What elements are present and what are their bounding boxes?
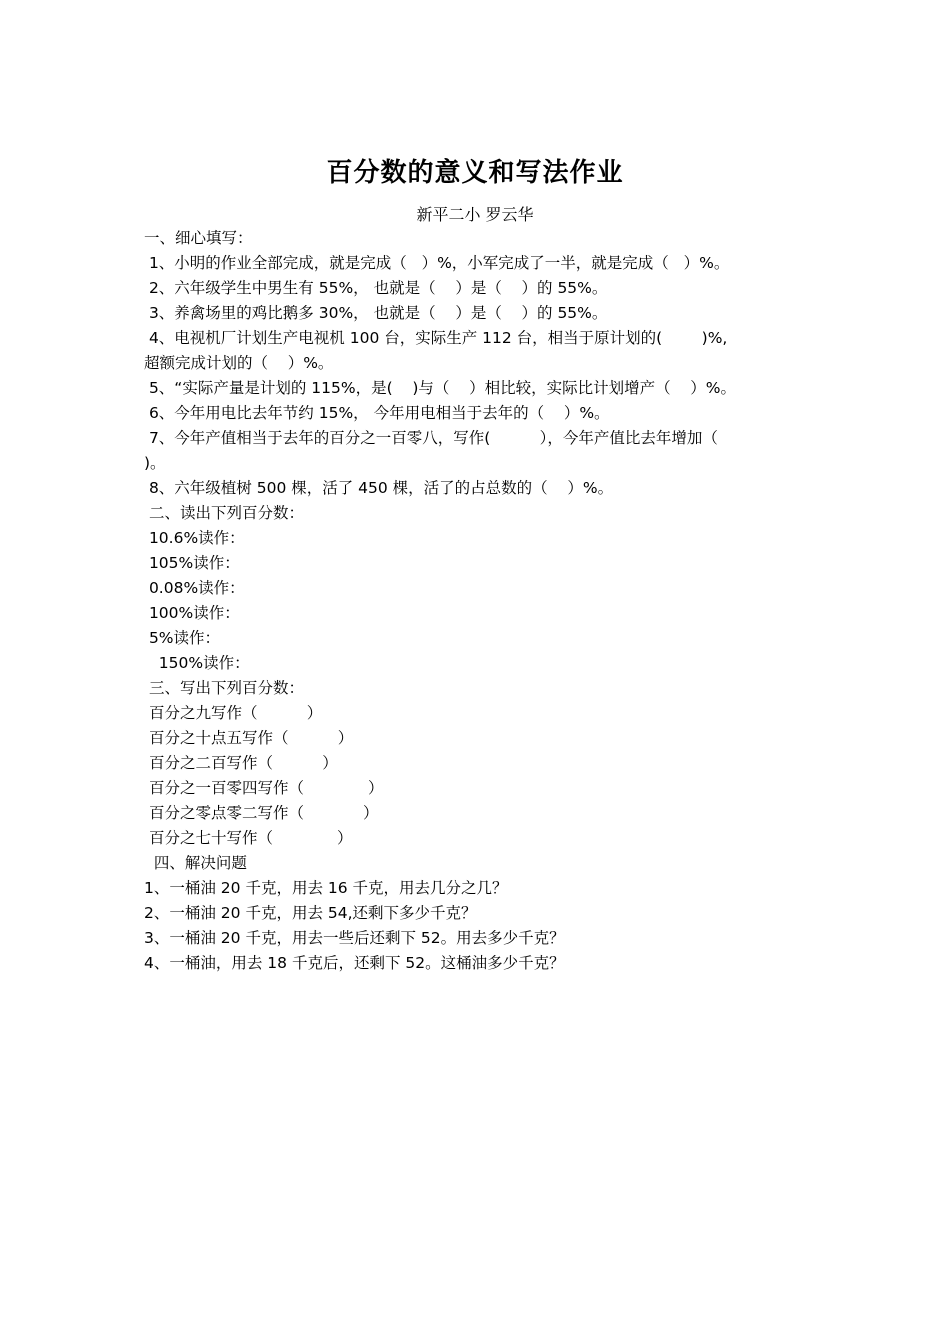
question-line: 百分之七十写作（ ） bbox=[144, 829, 353, 847]
document-title: 百分数的意义和写法作业 bbox=[326, 158, 624, 188]
question-line: 百分之十点五写作（ ） bbox=[144, 729, 354, 747]
section-heading: 三、写出下列百分数： bbox=[144, 679, 304, 697]
question-line: 1、小明的作业全部完成，就是完成（ ）%，小军完成了一半，就是完成（ ）%。 bbox=[144, 254, 730, 272]
question-line: 百分之九写作（ ） bbox=[144, 704, 323, 722]
question-line: 3、养禽场里的鸡比鹅多 30%， 也就是（ ）是（ ）的 55%。 bbox=[144, 304, 608, 322]
section-heading: 一、细心填写： bbox=[144, 229, 253, 247]
question-line: 超额完成计划的（ ）%。 bbox=[144, 354, 334, 372]
question-line: 0.08%读作： bbox=[144, 579, 245, 597]
question-line: 百分之一百零四写作（ ） bbox=[144, 779, 384, 797]
question-line: 百分之零点零二写作（ ） bbox=[144, 804, 379, 822]
question-line: 百分之二百写作（ ） bbox=[144, 754, 338, 772]
section-heading: 二、读出下列百分数： bbox=[144, 504, 304, 522]
document-author: 新平二小 罗云华 bbox=[416, 205, 534, 224]
question-line: 5、“实际产量是计划的 115%，是( )与（ ）相比较，实际比计划增产（ ）%。 bbox=[144, 379, 737, 397]
question-line: 3、一桶油 20 千克，用去一些后还剩下 52。用去多少千克？ bbox=[144, 929, 565, 947]
question-line: 2、六年级学生中男生有 55%， 也就是（ ）是（ ）的 55%。 bbox=[144, 279, 608, 297]
question-line: 7、今年产值相当于去年的百分之一百零八，写作( ），今年产值比去年增加（ bbox=[144, 429, 718, 447]
section-heading: 四、解决问题 bbox=[144, 854, 247, 872]
question-line: 105%读作： bbox=[144, 554, 240, 572]
document-body bbox=[144, 226, 812, 976]
question-line: 150%读作： bbox=[144, 654, 250, 672]
question-line: 5%读作： bbox=[144, 629, 221, 647]
question-line: 2、一桶油 20 千克，用去 54,还剩下多少千克？ bbox=[144, 904, 477, 922]
question-line: )。 bbox=[144, 454, 166, 472]
question-line: 4、电视机厂计划生产电视机 100 台，实际生产 112 台，相当于原计划的( )%, bbox=[144, 329, 728, 347]
question-line: 6、今年用电比去年节约 15%， 今年用电相当于去年的（ ）%。 bbox=[144, 404, 610, 422]
question-line: 4、一桶油，用去 18 千克后，还剩下 52。这桶油多少千克？ bbox=[144, 954, 565, 972]
question-line: 10.6%读作： bbox=[144, 529, 245, 547]
question-line: 1、一桶油 20 千克，用去 16 千克，用去几分之几？ bbox=[144, 879, 508, 897]
question-line: 100%读作： bbox=[144, 604, 240, 622]
question-line: 8、六年级植树 500 棵，活了 450 棵，活了的占总数的（ ）%。 bbox=[144, 479, 614, 497]
